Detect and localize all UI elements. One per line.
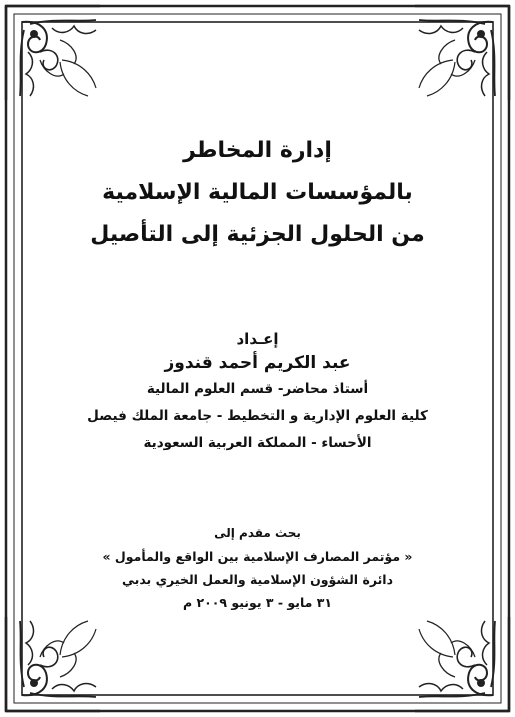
corner-ornament-bottom-right [415,617,509,711]
author-position: أستاذ محاضر- قسم العلوم المالية [146,381,369,397]
author-block [60,328,455,457]
title-line-1: إدارة المخاطر [183,138,332,163]
title-block [60,130,455,256]
organizer-name: دائرة الشؤون الإسلامية والعمل الخيري بدبي [122,572,393,587]
research-label: بحث مقدم إلى [214,526,301,540]
research-block [60,521,455,614]
conference-date: ٣١ مايو - ٣ يونيو ٢٠٠٩ م [182,595,333,610]
page-content [60,130,455,614]
conference-name: « مؤتمر المصارف الإسلامية بين الواقع والمأمول » [102,549,413,564]
author-college: كلية العلوم الإدارية و التخطيط - جامعة الملك فيصل [87,408,428,424]
title-line-3: من الحلول الجزئية إلى التأصيل [90,222,425,247]
author-location: الأحساء - المملكة العربية السعودية [143,435,372,451]
prepared-by-label: إعـداد [236,330,279,348]
title-line-2: بالمؤسسات المالية الإسلامية [102,180,413,205]
corner-ornament-top-right [415,6,509,100]
corner-ornament-bottom-left [6,617,100,711]
author-name: عبد الكريم أحمد قندوز [164,353,351,373]
corner-ornament-top-left [6,6,100,100]
